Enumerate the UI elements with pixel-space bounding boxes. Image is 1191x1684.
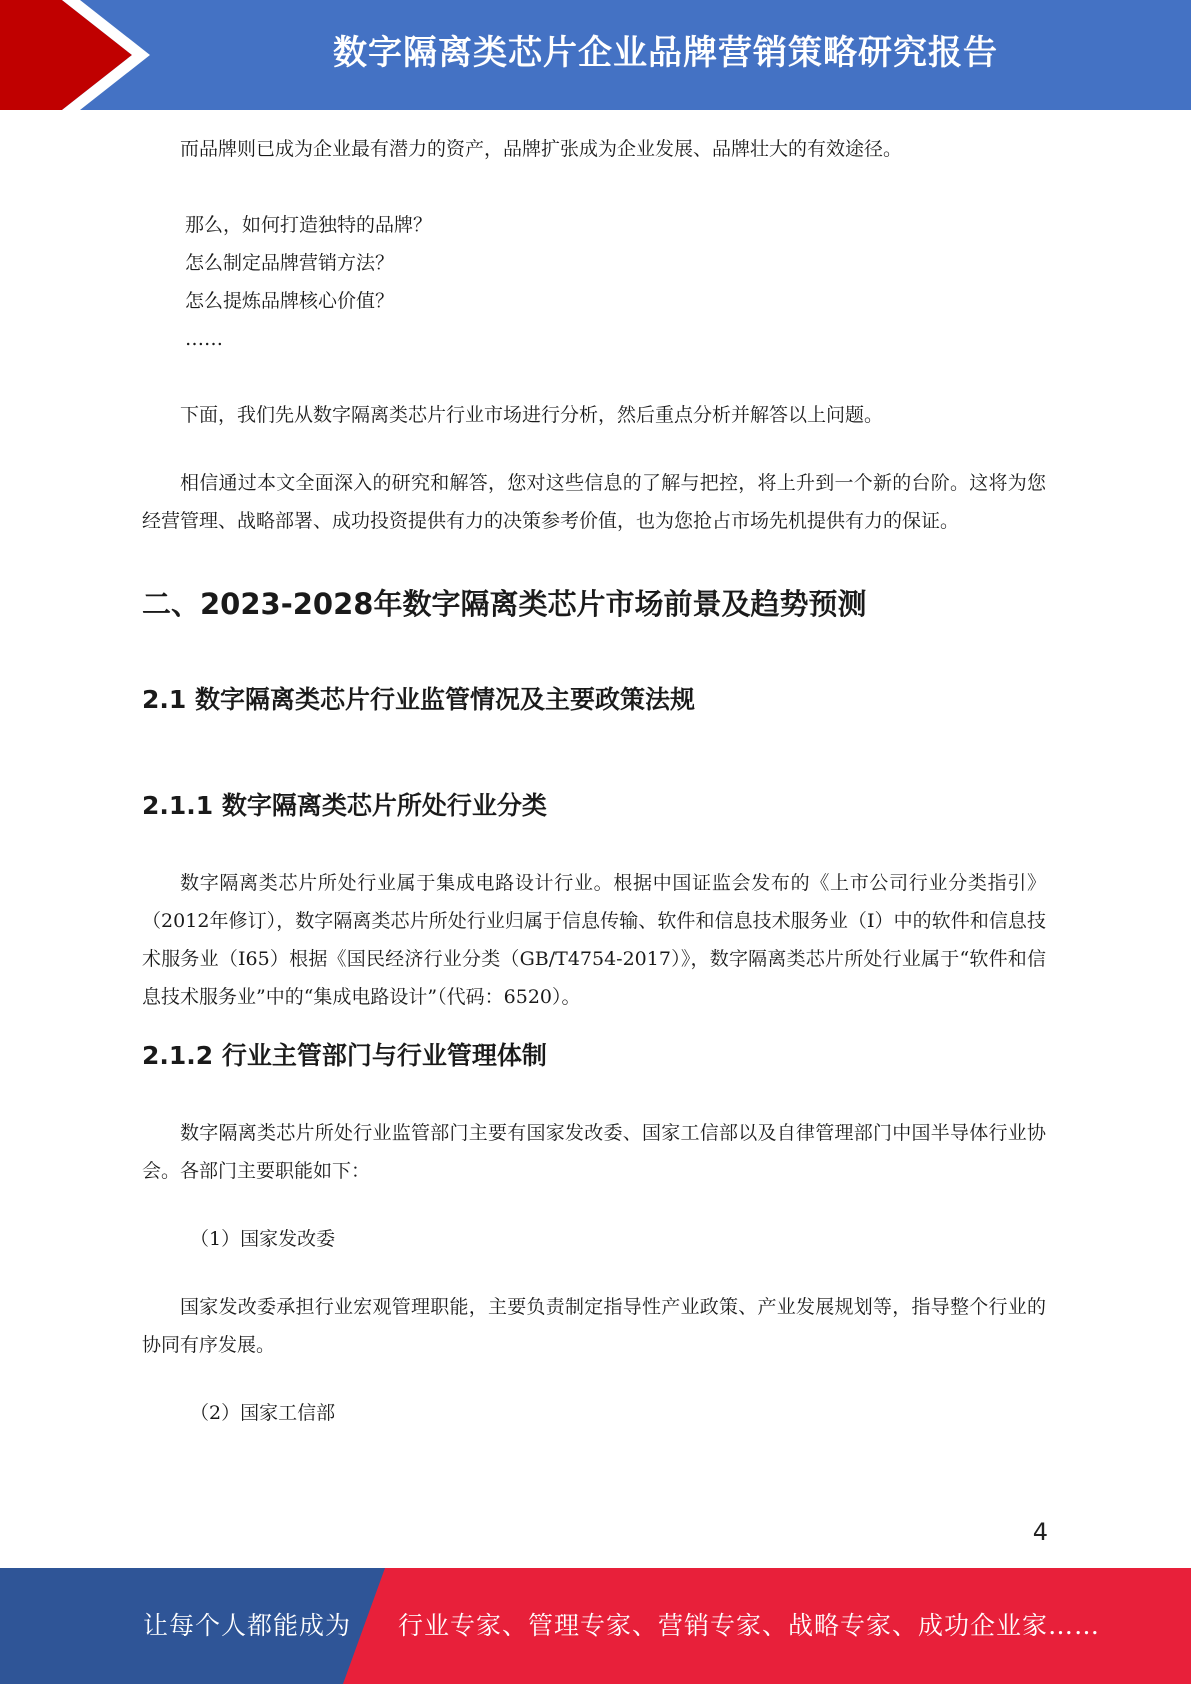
document-title: 数字隔离类芯片企业品牌营销策略研究报告 — [333, 33, 998, 73]
next-paragraph: 下面，我们先从数字隔离类芯片行业市场进行分析，然后重点分析并解答以上问题。 — [180, 404, 884, 426]
question-ellipsis: …… — [185, 328, 223, 350]
item-2-heading: （2）国家工信部 — [190, 1402, 336, 1424]
footer-slogan-left: 让每个人都能成为 — [143, 1611, 352, 1640]
header-banner — [0, 0, 1191, 110]
question-1: 那么，如何打造独特的品牌？ — [185, 214, 433, 236]
section-2-1-heading: 2.1 数字隔离类芯片行业监管情况及主要政策法规 — [142, 685, 695, 714]
question-2: 怎么制定品牌营销方法？ — [185, 252, 395, 274]
footer-slogan-right: 行业专家、管理专家、营销专家、战略专家、成功企业家…… — [398, 1611, 1101, 1640]
item-1-paragraph: 国家发改委承担行业宏观管理职能，主要负责制定指导性产业政策、产业发展规划等，指导整个行业的协同有序发展。 — [142, 1296, 1046, 1356]
item-1-heading: （1）国家发改委 — [190, 1228, 336, 1250]
section-2-1-1-heading: 2.1.1 数字隔离类芯片所处行业分类 — [142, 791, 547, 820]
section-2-1-2-paragraph: 数字隔离类芯片所处行业监管部门主要有国家发改委、国家工信部以及自律管理部门中国半导体行业协会。各部门主要职能如下： — [142, 1122, 1046, 1182]
section-2-1-1-paragraph: 数字隔离类芯片所处行业属于集成电路设计行业。根据中国证监会发布的《上市公司行业分类指引》（2012年修订），数字隔离类芯片所处行业归属于信息传输、软件和信息技术服务业（I）中的软件和信息技术服务业（I65）根据《国民经济行业分类（GB/T4754-2017）》，数字隔离类芯片所处行业属于“软件和信息技术服务业”中的“集成电路设计”（代码：6520）。 — [142, 872, 1046, 1008]
page-content — [142, 130, 1046, 1432]
intro-paragraph: 而品牌则已成为企业最有潜力的资产，品牌扩张成为企业发展、品牌壮大的有效途径。 — [180, 138, 903, 160]
section-2-heading: 二、2023-2028年数字隔离类芯片市场前景及趋势预测 — [142, 587, 867, 621]
question-3: 怎么提炼品牌核心价值？ — [185, 290, 395, 312]
section-2-1-2-heading: 2.1.2 行业主管部门与行业管理体制 — [142, 1041, 547, 1070]
page-number: 4 — [1032, 1518, 1048, 1546]
believe-paragraph: 相信通过本文全面深入的研究和解答，您对这些信息的了解与把控，将上升到一个新的台阶。这将为您经营管理、战略部署、成功投资提供有力的决策参考价值，也为您抢占市场先机提供有力的保证。 — [142, 472, 1046, 532]
chevron-arrow-icon — [0, 0, 160, 110]
footer-banner — [0, 1568, 1191, 1684]
